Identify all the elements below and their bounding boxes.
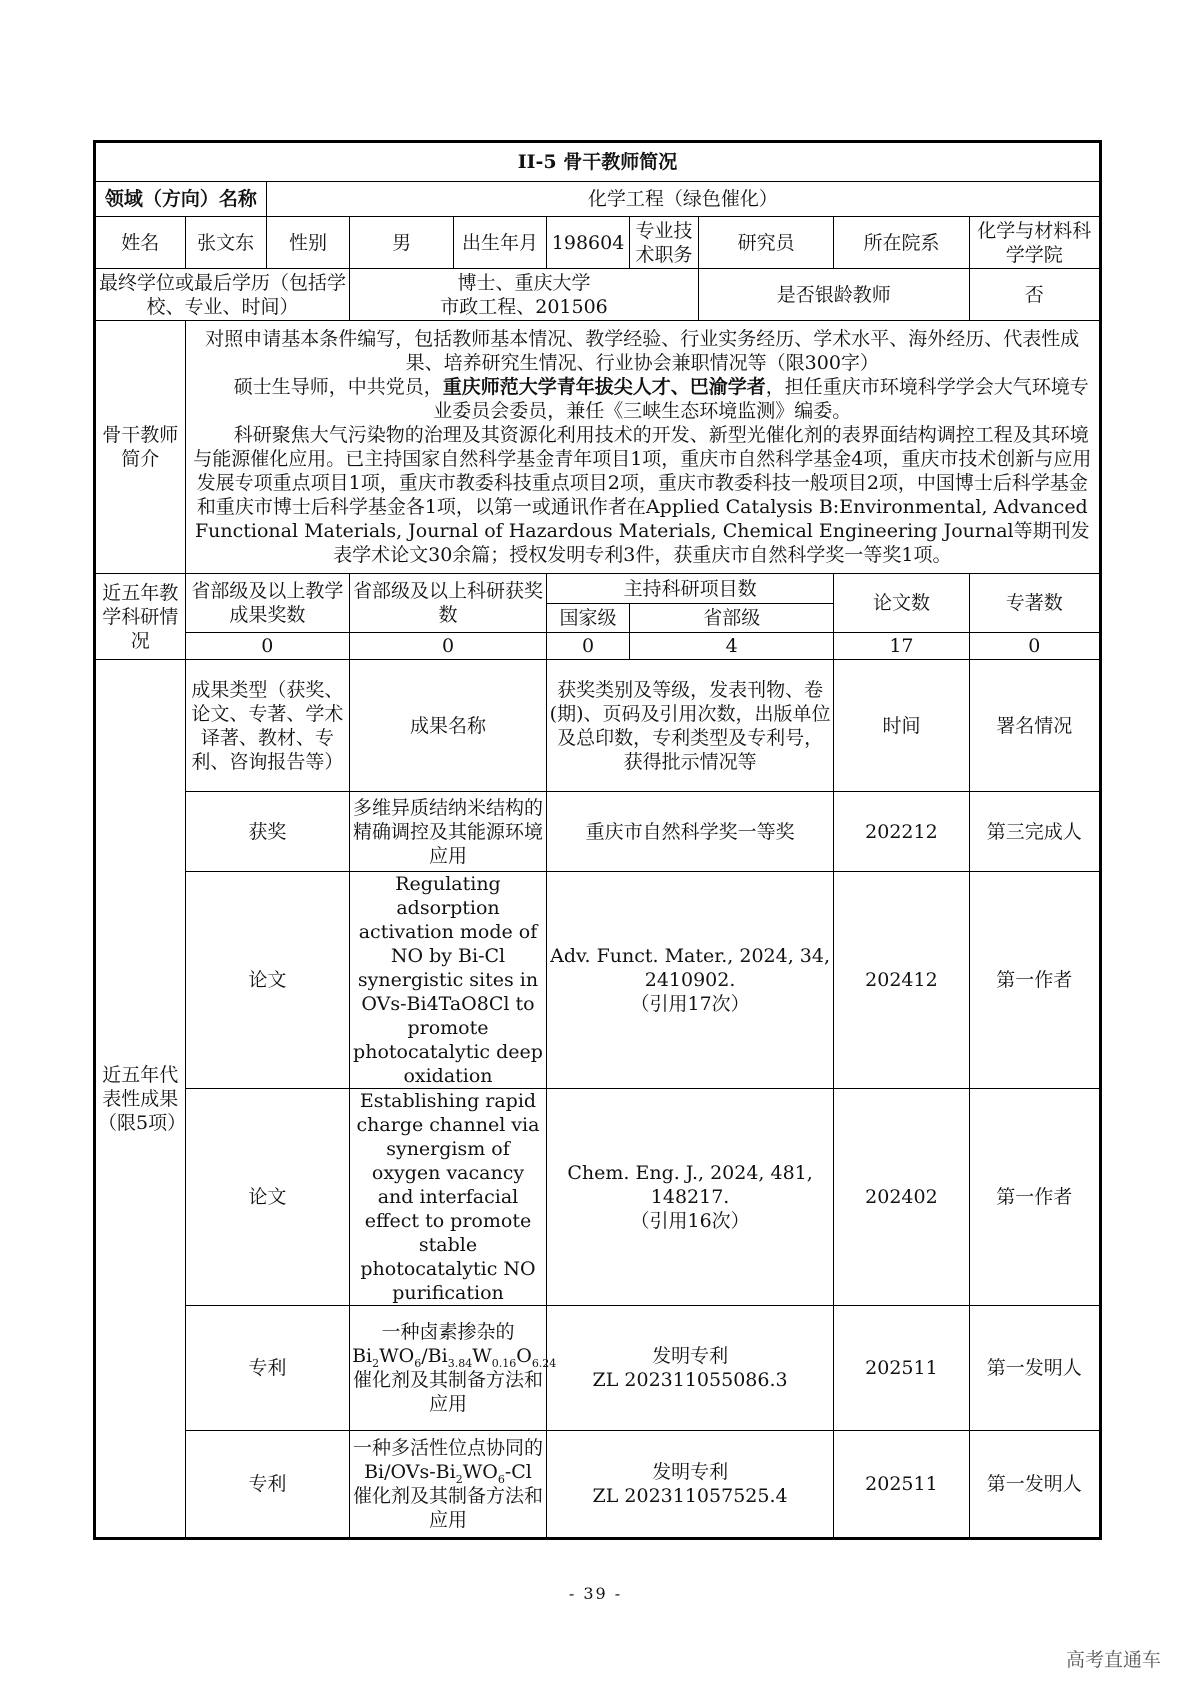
row-sign: 第一发明人 — [969, 1306, 1100, 1431]
sign-header: 署名情况 — [969, 660, 1100, 792]
row-name: 一种多活性位点协同的$Bi/OVs-Bi_2WO_6-Cl$ 催化剂及其制备方法和应用 — [350, 1431, 547, 1539]
gender-value: 男 — [350, 217, 454, 269]
form-container — [93, 140, 1102, 1540]
projects-header: 主持科研项目数 — [546, 574, 833, 604]
row-name: 一种卤素掺杂的 $Bi_2WO_6/Bi_{3.84}W_{0.16}O_{6.24}$ 催化剂及其制备方法和应用 — [350, 1306, 547, 1431]
field-label: 领域（方向）名称 — [95, 182, 267, 217]
row-detail: 重庆市自然科学奖一等奖 — [546, 792, 833, 872]
table-row — [95, 1089, 1101, 1306]
silver-value: 否 — [969, 269, 1100, 321]
five-year-label: 近五年教学科研情况 — [95, 574, 186, 660]
birth-label: 出生年月 — [454, 217, 547, 269]
intro-paragraph-1: 硕士生导师，中共党员，重庆师范大学青年拔尖人才、巴渝学者，担任重庆市环境科学学会大气环境专业委员会委员，兼任《三峡生态环境监测》编委。 — [233, 376, 1089, 422]
row-time: 202402 — [834, 1089, 969, 1306]
row-detail: Adv. Funct. Mater., 2024, 34, 2410902. （引用17次） — [546, 872, 833, 1089]
row-sign: 第一作者 — [969, 872, 1100, 1089]
row-detail: 发明专利 ZL 202311057525.4 — [546, 1431, 833, 1539]
row-detail: Chem. Eng. J., 2024, 481, 148217. （引用16次） — [546, 1089, 833, 1306]
row-type: 专利 — [185, 1306, 350, 1431]
teacher-profile-table — [93, 140, 1102, 1540]
books-value: 0 — [969, 633, 1100, 660]
national-header: 国家级 — [546, 604, 629, 633]
teaching-awards-value: 0 — [185, 633, 350, 660]
row-time: 202511 — [834, 1306, 969, 1431]
row-time: 202212 — [834, 792, 969, 872]
page-number: - 39 - — [568, 1584, 623, 1603]
detail-header: 获奖类别及等级，发表刊物、卷(期)、页码及引用次数，出版单位及总印数，专利类型及专利号，获得批示情况等 — [546, 660, 833, 792]
section-title: II-5 骨干教师简况 — [95, 142, 1101, 182]
row-sign: 第一发明人 — [969, 1431, 1100, 1539]
row-sign: 第三完成人 — [969, 792, 1100, 872]
row-type: 论文 — [185, 1089, 350, 1306]
intro-paragraph-2: 科研聚焦大气污染物的治理及其资源化利用技术的开发、新型光催化剂的表界面结构调控工程及其环境与能源催化应用。已主持国家自然科学基金青年项目1项，重庆市自然科学基金4项，重庆市技术创新与应用发展专项重点项目1项，重庆市教委科技重点项目2项，重庆市教委科技一般项目2项，中国博士后科学基金和重庆市博士后科学基金各1项，以第一或通讯作者在Applied Catalysis B:Environmental, Advanced Functional Materials, Journal of Hazardous Materials, Chemical Engineering Journal等期刊发表学术论文30余篇；授权发明专利3件，获重庆市自然科学奖一等奖1项。 — [193, 424, 1092, 566]
name-value: 张文东 — [185, 217, 266, 269]
books-header: 专著数 — [969, 574, 1100, 633]
title-value: 研究员 — [698, 217, 833, 269]
papers-value: 17 — [834, 633, 969, 660]
silver-label: 是否银龄教师 — [698, 269, 969, 321]
national-value: 0 — [546, 633, 629, 660]
row-type: 专利 — [185, 1431, 350, 1539]
field-value: 化学工程（绿色催化） — [266, 182, 1100, 217]
name-label: 姓名 — [95, 217, 186, 269]
row-sign: 第一作者 — [969, 1089, 1100, 1306]
row-detail: 发明专利 ZL 202311055086.3 — [546, 1306, 833, 1431]
intro-honor: 重庆师范大学青年拔尖人才、巴渝学者 — [442, 376, 766, 398]
row-name: Regulating adsorption activation mode of NO by Bi-Cl synergistic sites in OVs-Bi4TaO8Cl to promote photocatalytic deep oxidation — [350, 872, 547, 1089]
row-type: 获奖 — [185, 792, 350, 872]
dept-label: 所在院系 — [834, 217, 969, 269]
papers-header: 论文数 — [834, 574, 969, 633]
degree-value-line2: 市政工程、201506 — [440, 295, 608, 318]
row-type: 论文 — [185, 872, 350, 1089]
table-row — [95, 792, 1101, 872]
table-row — [95, 1306, 1101, 1431]
achievements-label: 近五年代表性成果（限5项） — [95, 660, 186, 1539]
birth-value: 198604 — [546, 217, 629, 269]
provincial-value: 4 — [630, 633, 834, 660]
title-label: 专业技术职务 — [630, 217, 699, 269]
table-row — [95, 1431, 1101, 1539]
intro-label: 骨干教师简介 — [95, 321, 186, 574]
type-header: 成果类型（获奖、论文、专著、学术译著、教材、专利、咨询报告等） — [185, 660, 350, 792]
row-time: 202511 — [834, 1431, 969, 1539]
research-awards-value: 0 — [350, 633, 547, 660]
dept-value: 化学与材料科学学院 — [969, 217, 1100, 269]
intro-content — [185, 321, 1100, 574]
time-header: 时间 — [834, 660, 969, 792]
degree-value-line1: 博士、重庆大学 — [457, 271, 591, 294]
row-time: 202412 — [834, 872, 969, 1089]
degree-label: 最终学位或最后学历（包括学校、专业、时间） — [95, 269, 350, 321]
row-name: Establishing rapid charge channel via synergism of oxygen vacancy and interfacial effect to promote stable photocatalytic NO purification — [350, 1089, 547, 1306]
gender-label: 性别 — [266, 217, 349, 269]
provincial-header: 省部级 — [630, 604, 834, 633]
watermark: 高考直通车 — [1065, 1649, 1161, 1671]
degree-value — [350, 269, 699, 321]
name-header: 成果名称 — [350, 660, 547, 792]
row-name: 多维异质结纳米结构的精确调控及其能源环境应用 — [350, 792, 547, 872]
table-row — [95, 872, 1101, 1089]
teaching-awards-header: 省部级及以上教学成果奖数 — [185, 574, 350, 633]
research-awards-header: 省部级及以上科研获奖数 — [350, 574, 547, 633]
intro-instruction: 对照申请基本条件编写，包括教师基本情况、教学经验、行业实务经历、学术水平、海外经历、代表性成果、培养研究生情况、行业协会兼职情况等（限300字） — [205, 328, 1080, 374]
